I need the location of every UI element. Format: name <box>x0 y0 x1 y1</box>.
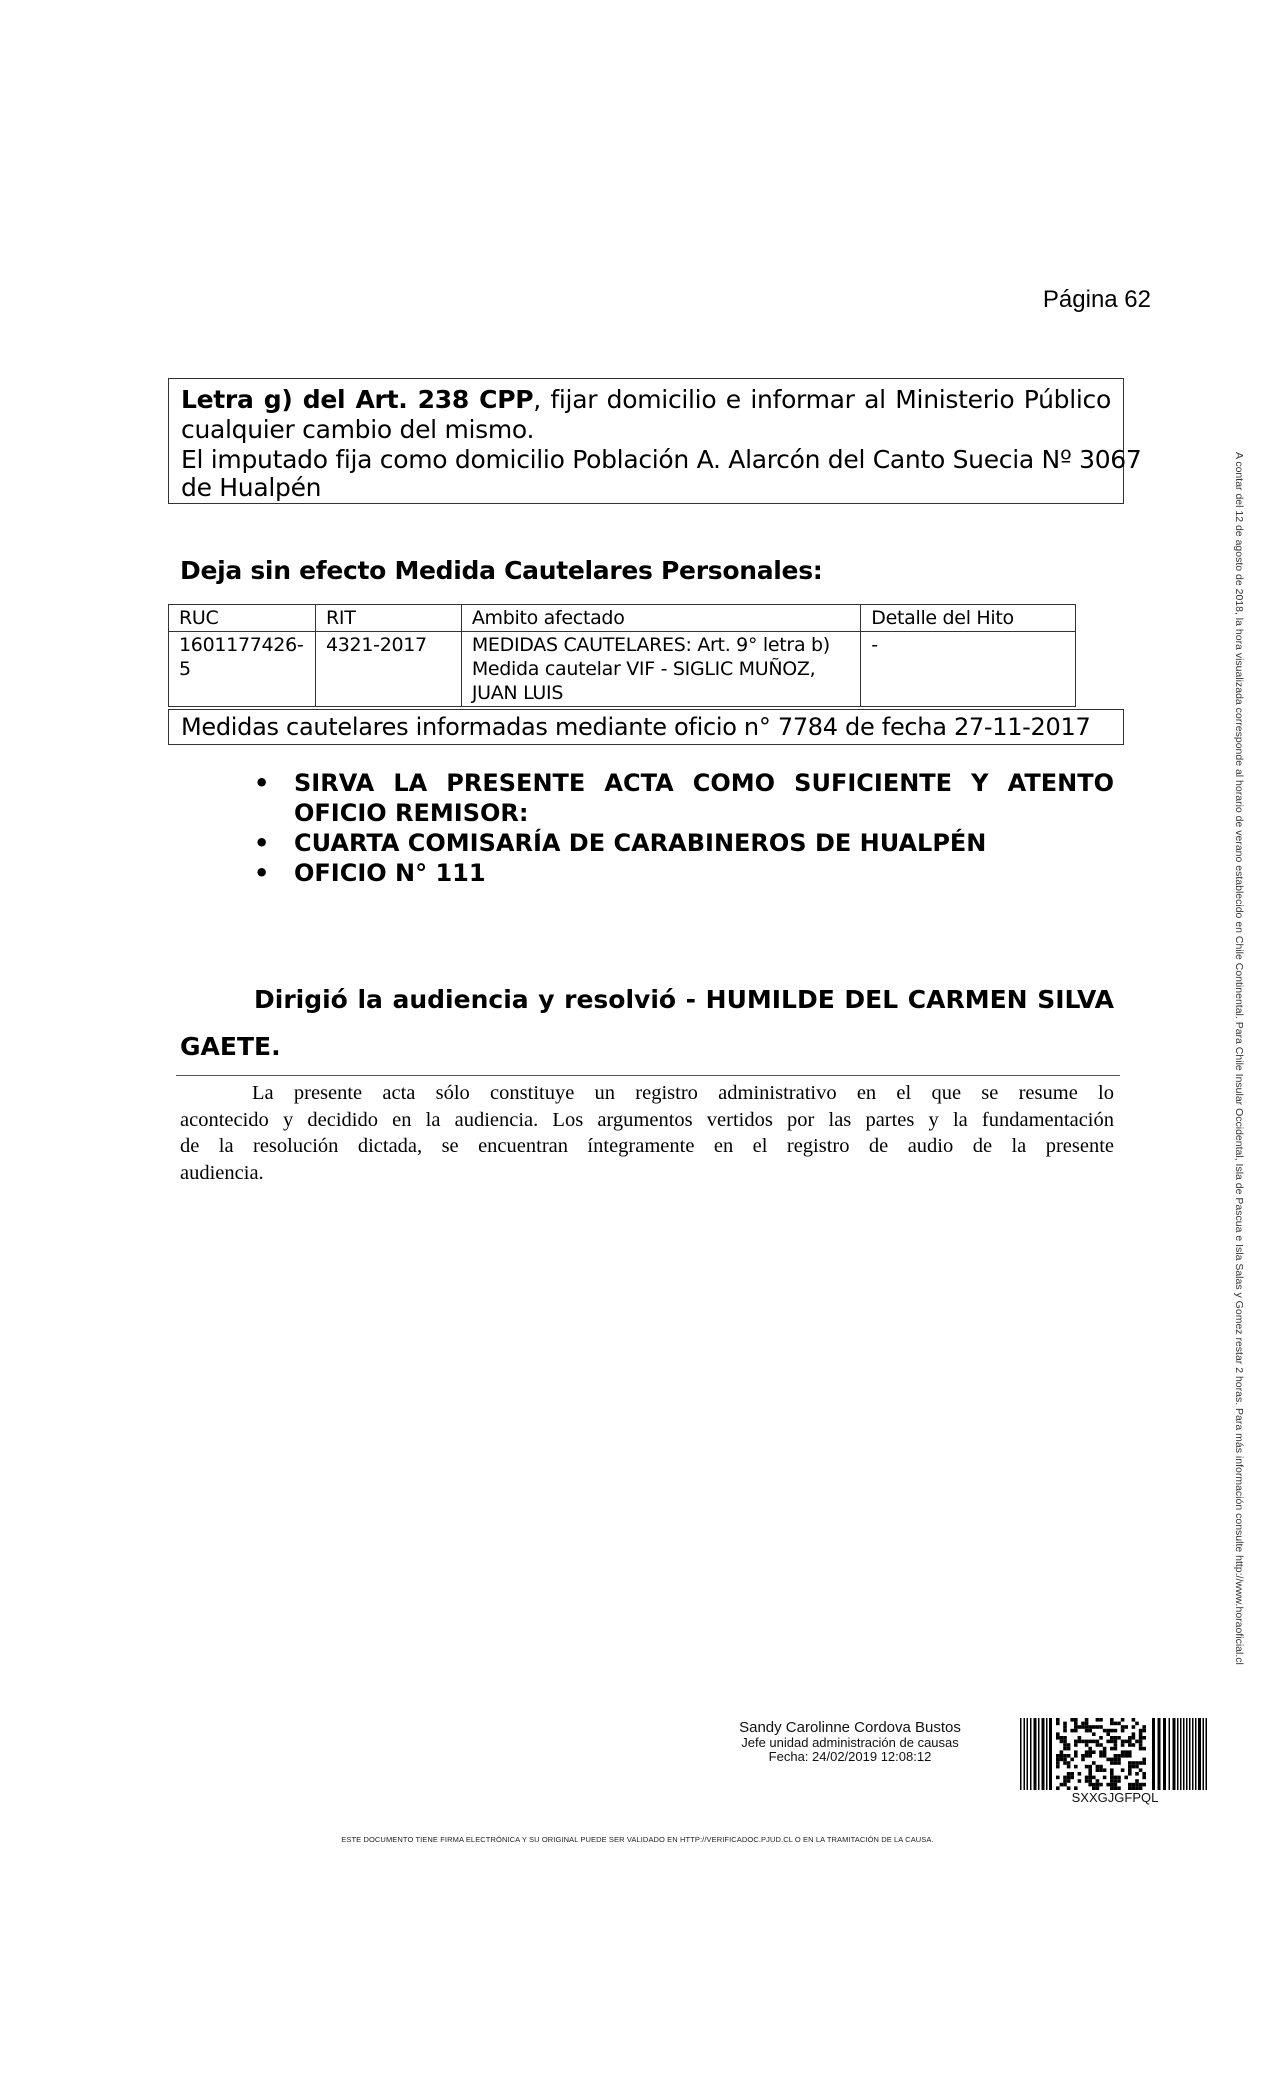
domicilio-line-1 <box>181 385 1111 415</box>
signature-date: Fecha: 24/02/2019 12:08:12 <box>768 1749 932 1764</box>
divider <box>176 1075 1120 1076</box>
header-ambito: Ambito afectado <box>461 605 860 632</box>
domicilio-line-3: El imputado fija como domicilio Población A. Alarcón del Canto Suecia Nº 3067 <box>181 445 1142 474</box>
footer-note: ESTE DOCUMENTO TIENE FIRMA ELECTRÓNICA Y SU ORIGINAL PUEDE SER VALIDADO EN HTTP://VERIFICADOC.PJUD.CL O EN LA TRAMITACIÓN DE LA CAUSA. <box>341 1835 934 1844</box>
table-row <box>169 632 1076 707</box>
note-line-2: acontecido y decidido en la audiencia. Los argumentos vertidos por las partes y la fundamentación <box>180 1108 1114 1131</box>
domicilio-line-4: de Hualpén <box>181 473 322 502</box>
table-header-row <box>169 605 1076 632</box>
judge-line-2: GAETE. <box>180 1032 281 1061</box>
list-item <box>250 768 1114 828</box>
note-line-3: de la resolución dictada, se encuentran íntegramente en el registro de audio de la presente <box>180 1135 1114 1157</box>
bullet-2: CUARTA COMISARÍA DE CARABINEROS DE HUALPÉN <box>294 829 987 857</box>
signer-role: Jefe unidad administración de causas <box>741 1735 959 1750</box>
ruc-line-2: 5 <box>179 658 191 680</box>
article-reference: Letra g) del Art. 238 CPP <box>181 385 534 414</box>
header-rit: RIT <box>315 605 461 632</box>
hito-table <box>168 604 1076 707</box>
bullet-list <box>250 768 1114 888</box>
ambito-line-3: JUAN LUIS <box>471 682 564 704</box>
bullet-1-line-2: OFICIO REMISOR: <box>294 799 529 827</box>
header-ruc: RUC <box>169 605 316 632</box>
legal-note <box>180 1080 1114 1186</box>
note-line-1: La presente acta sólo constituye un registro administrativo en el que se resume lo <box>252 1082 1114 1104</box>
domicilio-line-2: cualquier cambio del mismo. <box>181 415 535 444</box>
ambito-line-2: Medida cautelar VIF - SIGLIC MUÑOZ, <box>471 658 816 680</box>
page-number: Página 62 <box>1042 286 1151 313</box>
seal-code: SXXGJGFPQL <box>1071 1790 1159 1805</box>
bullet-dot: • <box>254 829 270 857</box>
note-line-4: audiencia. <box>180 1161 264 1184</box>
ambito-line-1: MEDIDAS CAUTELARES: Art. 9° letra b) <box>471 634 830 656</box>
barcode-seal-icon <box>1020 1718 1210 1790</box>
cell-ruc <box>169 632 316 707</box>
list-item <box>250 858 1114 888</box>
signer-name: Sandy Carolinne Cordova Bustos <box>739 1719 961 1736</box>
list-item <box>250 828 1114 858</box>
cell-rit: 4321-2017 <box>315 632 461 707</box>
domicilio-box <box>168 378 1142 504</box>
side-note: A contar del 12 de agosto de 2018, la hora visualizada corresponde al horario de verano establecido en Chile Continental. Para Chile Insular Occidental, Isla de Pascua e Isla Salas y Gomez restar 2 horas. Para más información consulte http://www.horaoficial.cl <box>1233 452 1245 1665</box>
judge-line-1: Dirigió la audiencia y resolvió - HUMILDE DEL CARMEN SILVA <box>254 985 1114 1014</box>
bullet-dot: • <box>254 859 270 887</box>
signature-block <box>720 1719 980 1764</box>
bullet-1-line-1: SIRVA LA PRESENTE ACTA COMO SUFICIENTE Y ATENTO <box>294 769 1114 797</box>
ruc-line-1: 1601177426- <box>179 634 304 656</box>
bullet-3: OFICIO N° 111 <box>294 859 486 887</box>
header-detalle: Detalle del Hito <box>861 605 1076 632</box>
domicilio-line-1-rest: , fijar domicilio e informar al Ministerio Público <box>533 385 1111 414</box>
oficio-box: Medidas cautelares informadas mediante oficio n° 7784 de fecha 27-11-2017 <box>168 709 1124 745</box>
cell-ambito <box>461 632 860 707</box>
cell-detalle: - <box>861 632 1076 707</box>
section-heading: Deja sin efecto Medida Cautelares Personales: <box>180 556 823 585</box>
bullet-dot: • <box>254 769 270 797</box>
